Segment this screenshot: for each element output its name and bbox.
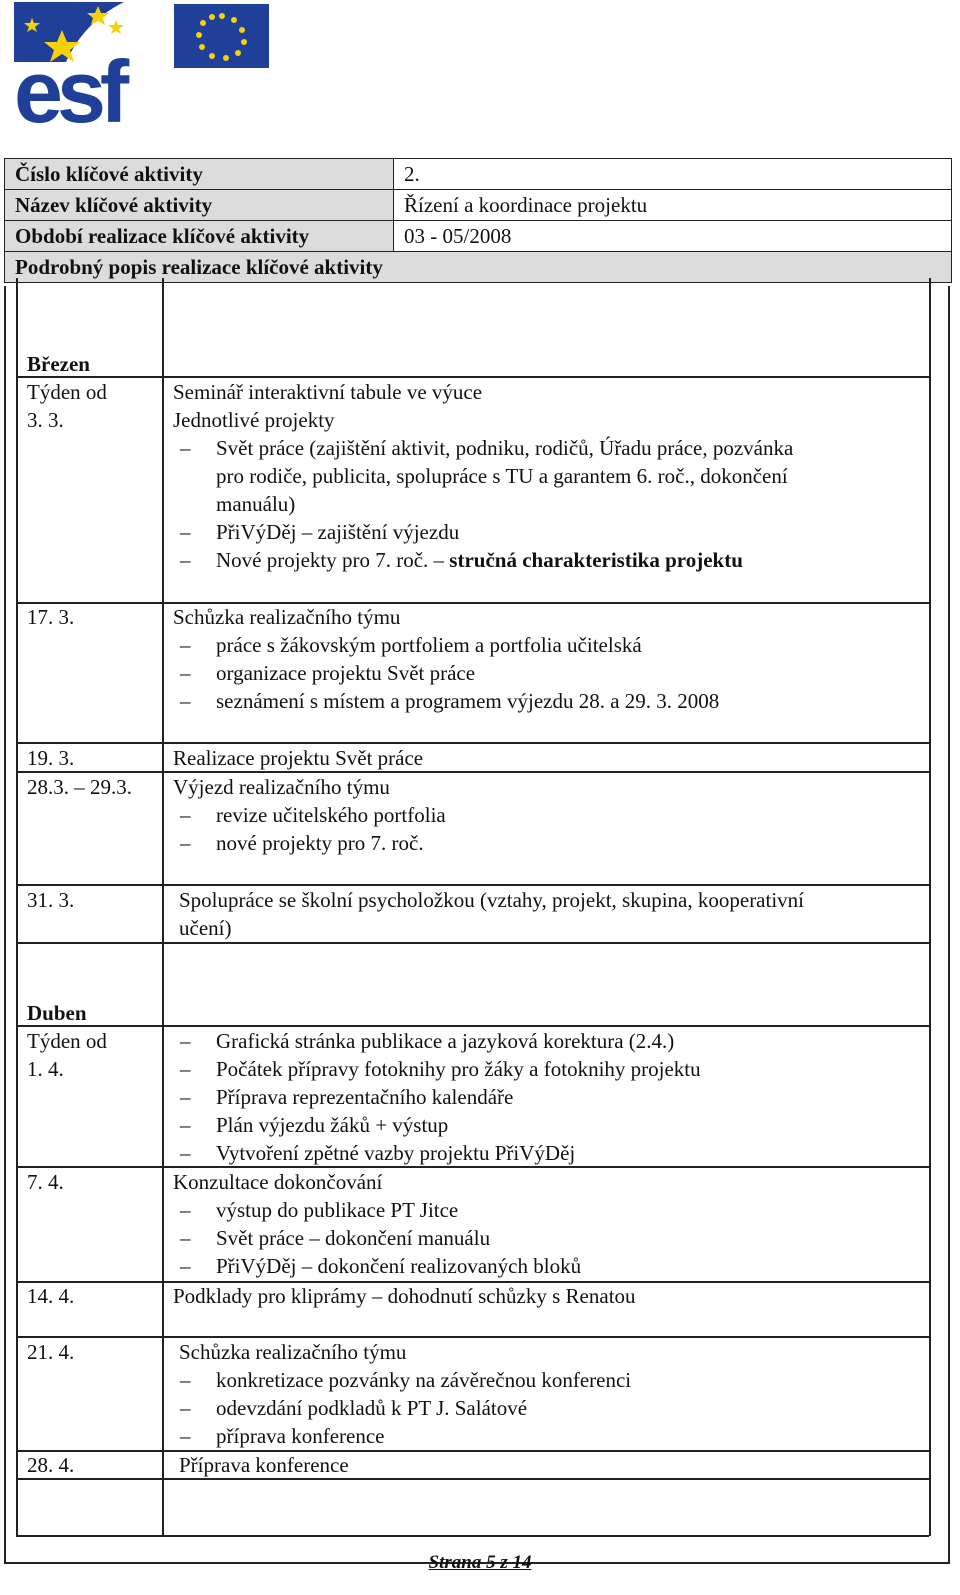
header-row <box>5 252 952 283</box>
row-divider <box>16 602 929 604</box>
header-label: Období realizace klíčové aktivity <box>5 221 394 252</box>
date-label: 1. 4. <box>27 1057 64 1081</box>
bullet-text <box>216 546 743 574</box>
bullet-text-bold: stručná charakteristika projektu <box>449 548 743 572</box>
date-label: 21. 4. <box>27 1340 75 1364</box>
date-label: 14. 4. <box>27 1284 75 1308</box>
bullet-dash: – <box>180 1029 191 1053</box>
page-number: Strana 5 z 14 <box>428 1552 532 1573</box>
header-row <box>5 159 952 190</box>
esf-logo <box>14 2 274 141</box>
entry-text: Podklady pro kliprámy – dohodnutí schůzky s Renatou <box>173 1284 636 1308</box>
bullet-dash: – <box>180 548 191 572</box>
entry-text: Realizace projektu Svět práce <box>173 746 424 770</box>
month-title-april: Duben <box>27 1001 87 1025</box>
bullet-dash: – <box>180 1254 191 1278</box>
header-value: 2. <box>394 159 952 190</box>
bullet-text: organizace projektu Svět práce <box>216 661 476 685</box>
date-label: 3. 3. <box>27 408 64 432</box>
entry-text: Spolupráce se školní psycholožkou (vztahy, projekt, skupina, kooperativní <box>179 888 805 912</box>
bullet-dash: – <box>180 1113 191 1137</box>
bullet-dash: – <box>180 1424 191 1448</box>
bullet-text: konkretizace pozvánky na závěrečnou konferenci <box>216 1368 632 1392</box>
entry-text: Výjezd realizačního týmu <box>173 775 390 799</box>
row-divider <box>16 771 929 773</box>
header-row <box>5 190 952 221</box>
bullet-text: Vytvoření zpětné vazby projektu PřiVýDěj <box>216 1141 576 1165</box>
row-divider <box>16 1336 929 1338</box>
bullet-dash: – <box>180 520 191 544</box>
column-divider <box>162 278 164 1536</box>
date-label: 28.3. – 29.3. <box>27 775 132 799</box>
column-divider <box>16 278 18 1536</box>
bullet-text: Plán výjezdu žáků + výstup <box>216 1113 449 1137</box>
week-label: Týden od <box>27 1029 107 1053</box>
entry-text: Seminář interaktivní tabule ve výuce <box>173 380 483 404</box>
header-value: 03 - 05/2008 <box>394 221 952 252</box>
bullet-text: nové projekty pro 7. roč. <box>216 831 424 855</box>
bullet-dash: – <box>180 1198 191 1222</box>
bullet-dash: – <box>180 831 191 855</box>
row-divider <box>16 742 929 744</box>
bullet-dash: – <box>180 1141 191 1165</box>
entry-text: učení) <box>179 916 232 940</box>
bullet-dash: – <box>180 1226 191 1250</box>
bullet-text: odevzdání podkladů k PT J. Salátové <box>216 1396 528 1420</box>
bullet-text: revize učitelského portfolia <box>216 803 446 827</box>
bullet-dash: – <box>180 436 191 460</box>
detail-label: Podrobný popis realizace klíčové aktivity <box>5 252 952 283</box>
bullet-text: pro rodiče, publicita, spolupráce s TU a garantem 6. roč., dokončení <box>216 464 788 488</box>
header-row <box>5 221 952 252</box>
week-label: Týden od <box>27 380 107 404</box>
row-divider <box>16 1478 929 1480</box>
header-label: Název klíčové aktivity <box>5 190 394 221</box>
bullet-dash: – <box>180 633 191 657</box>
bullet-text-plain: Nové projekty pro 7. roč. – <box>216 548 445 572</box>
date-label: 17. 3. <box>27 605 75 629</box>
bullet-dash: – <box>180 689 191 713</box>
entry-text: Jednotlivé projekty <box>173 408 335 432</box>
bullet-text: výstup do publikace PT Jitce <box>216 1198 459 1222</box>
month-title-march: Březen <box>27 352 90 376</box>
logo-text: esf <box>14 42 124 141</box>
bullet-text: PřiVýDěj – dokončení realizovaných bloků <box>216 1254 582 1278</box>
bullet-text: příprava konference <box>216 1424 385 1448</box>
bullet-text: manuálu) <box>216 492 296 516</box>
bullet-dash: – <box>180 1396 191 1420</box>
bullet-dash: – <box>180 661 191 685</box>
date-label: 28. 4. <box>27 1453 75 1477</box>
column-divider <box>929 278 931 1536</box>
bullet-dash: – <box>180 1057 191 1081</box>
bullet-text: Svět práce (zajištění aktivit, podniku, rodičů, Úřadu práce, pozvánka <box>216 436 794 460</box>
bullet-dash: – <box>180 1085 191 1109</box>
bullet-text: seznámení s místem a programem výjezdu 28. a 29. 3. 2008 <box>216 689 720 713</box>
entry-text: Příprava konference <box>179 1453 349 1477</box>
row-divider <box>16 942 929 944</box>
bullet-text: Svět práce – dokončení manuálu <box>216 1226 491 1250</box>
bullet-text: práce s žákovským portfoliem a portfolia učitelská <box>216 633 642 657</box>
bullet-text: Grafická stránka publikace a jazyková korektura (2.4.) <box>216 1029 675 1053</box>
row-divider <box>16 1535 929 1537</box>
bullet-dash: – <box>180 803 191 827</box>
header-value: Řízení a koordinace projektu <box>394 190 952 221</box>
date-label: 19. 3. <box>27 746 75 770</box>
bullet-text: PřiVýDěj – zajištění výjezdu <box>216 520 460 544</box>
bullet-text: Příprava reprezentačního kalendáře <box>216 1085 514 1109</box>
entry-text: Konzultace dokončování <box>173 1170 383 1194</box>
bullet-text: Počátek přípravy fotoknihy pro žáky a fotoknihy projektu <box>216 1057 701 1081</box>
entry-text: Schůzka realizačního týmu <box>179 1340 407 1364</box>
activity-header-table <box>4 158 952 283</box>
date-label: 7. 4. <box>27 1170 64 1194</box>
entry-text: Schůzka realizačního týmu <box>173 605 401 629</box>
header-label: Číslo klíčové aktivity <box>5 159 394 190</box>
date-label: 31. 3. <box>27 888 75 912</box>
bullet-dash: – <box>180 1368 191 1392</box>
row-divider <box>16 1450 929 1452</box>
